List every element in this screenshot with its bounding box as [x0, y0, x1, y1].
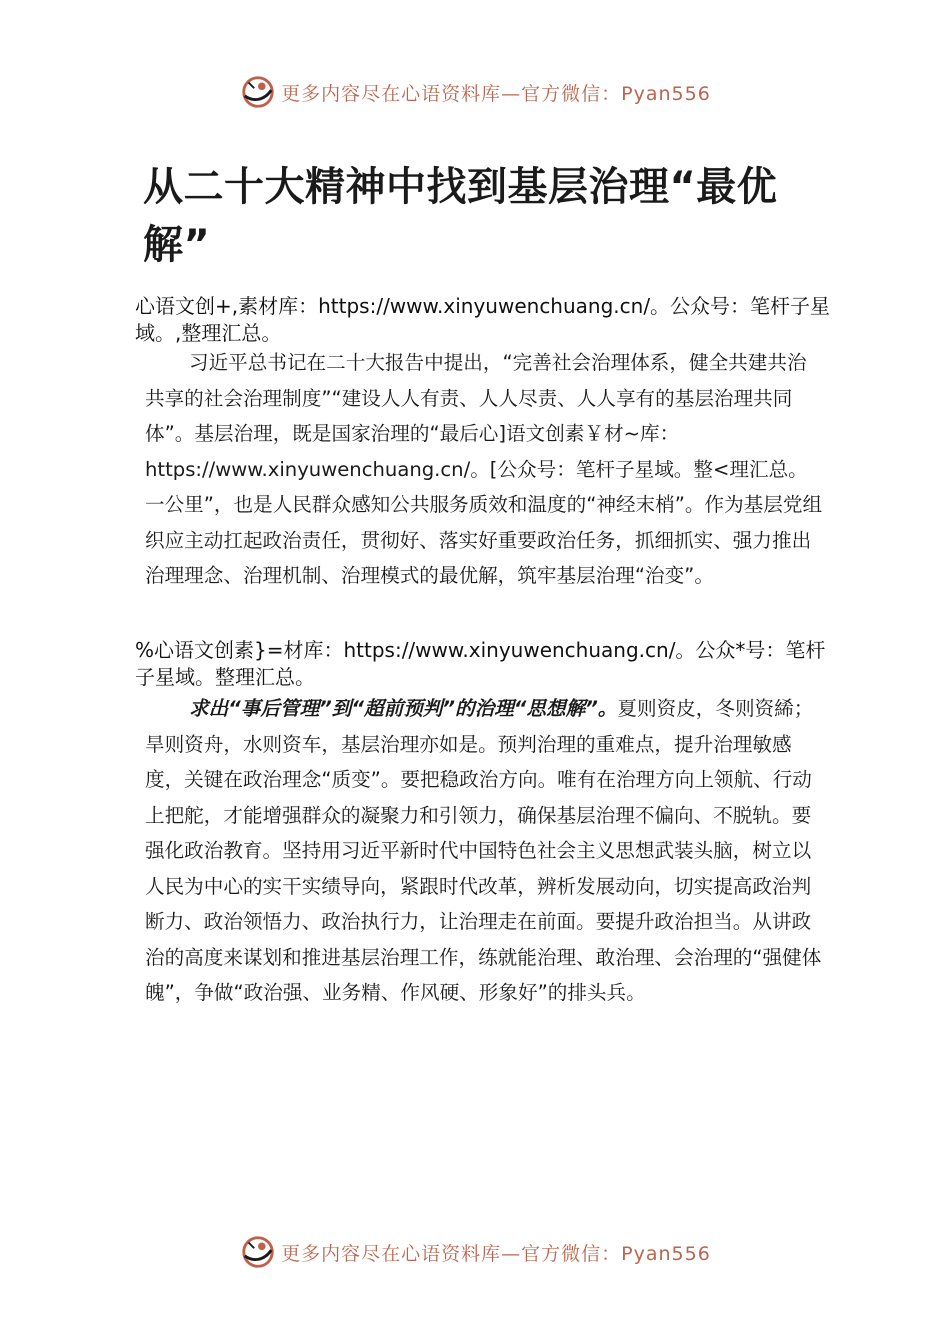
paragraph-2-lead: 求出“事后管理”到“超前预判”的治理“思想解”。: [189, 697, 618, 720]
brand-logo-icon: [239, 73, 277, 111]
watermark-text-1: 心语文创+,素材库：https://www.xinyuwenchuang.cn/。公众号：笔杆子星域。,整理汇总。: [135, 294, 831, 345]
banner-text: 更多内容尽在心语资料库—官方微信：Pyan556: [281, 1242, 711, 1265]
document-title: 从二十大精神中找到基层治理“最优解”: [143, 164, 778, 268]
wechat-id: Pyan556: [621, 82, 711, 105]
paragraph-2-body: 夏则资皮，冬则资絺；旱则资舟，水则资车，基层治理亦如是。预判治理的重难点，提升治理敏感度，关键在政治理念“质变”。要把稳政治方向。唯有在治理方向上领航、行动上把舵，才能增强群众的凝聚力和引领力，确保基层治理不偏向、不脱轨。要强化政治教育。坚持用习近平新时代中国特色社会主义思想武装头脑，树立以人民为中心的实干实绩导向，紧跟时代改革，辨析发展动向，切实提高政治判断力、政治领悟力、政治执行力，让治理走在前面。要提升政治担当。从讲政治的高度来谋划和推进基层治理工作，练就能治理、敢治理、会治理的“强健体魄”，争做“政治强、业务精、作风硬、形象好”的排头兵。: [145, 697, 822, 1004]
banner-text: 更多内容尽在心语资料库—官方微信：Pyan556: [281, 82, 711, 105]
watermark-text-2: %心语文创素}=材库：https://www.xinyuwenchuang.cn/。公众*号：笔杆子星域。整理汇总。: [135, 638, 826, 689]
footer-banner: [0, 1232, 950, 1272]
brand-logo-icon: [239, 1233, 277, 1271]
wechat-id: Pyan556: [621, 1242, 711, 1265]
paragraph-2: [145, 691, 825, 1011]
paragraph-1: 习近平总书记在二十大报告中提出，“完善社会治理体系，健全共建共治共享的社会治理制度”“建设人人有责、人人尽责、人人享有的基层治理共同体”。基层治理，既是国家治理的“最后心]语文创素￥材~库：https://www.xinyuwenchuang.cn/。[公众号：笔杆子星域。整<理汇总。一公里”，也是人民群众感知公共服务质效和温度的“神经末梢”。作为基层党组织应主动扛起政治责任，贯彻好、落实好重要政治任务，抓细抓实、强力推出治理理念、治理机制、治理模式的最优解，筑牢基层治理“治变”。: [145, 351, 823, 587]
header-banner: [0, 72, 950, 112]
